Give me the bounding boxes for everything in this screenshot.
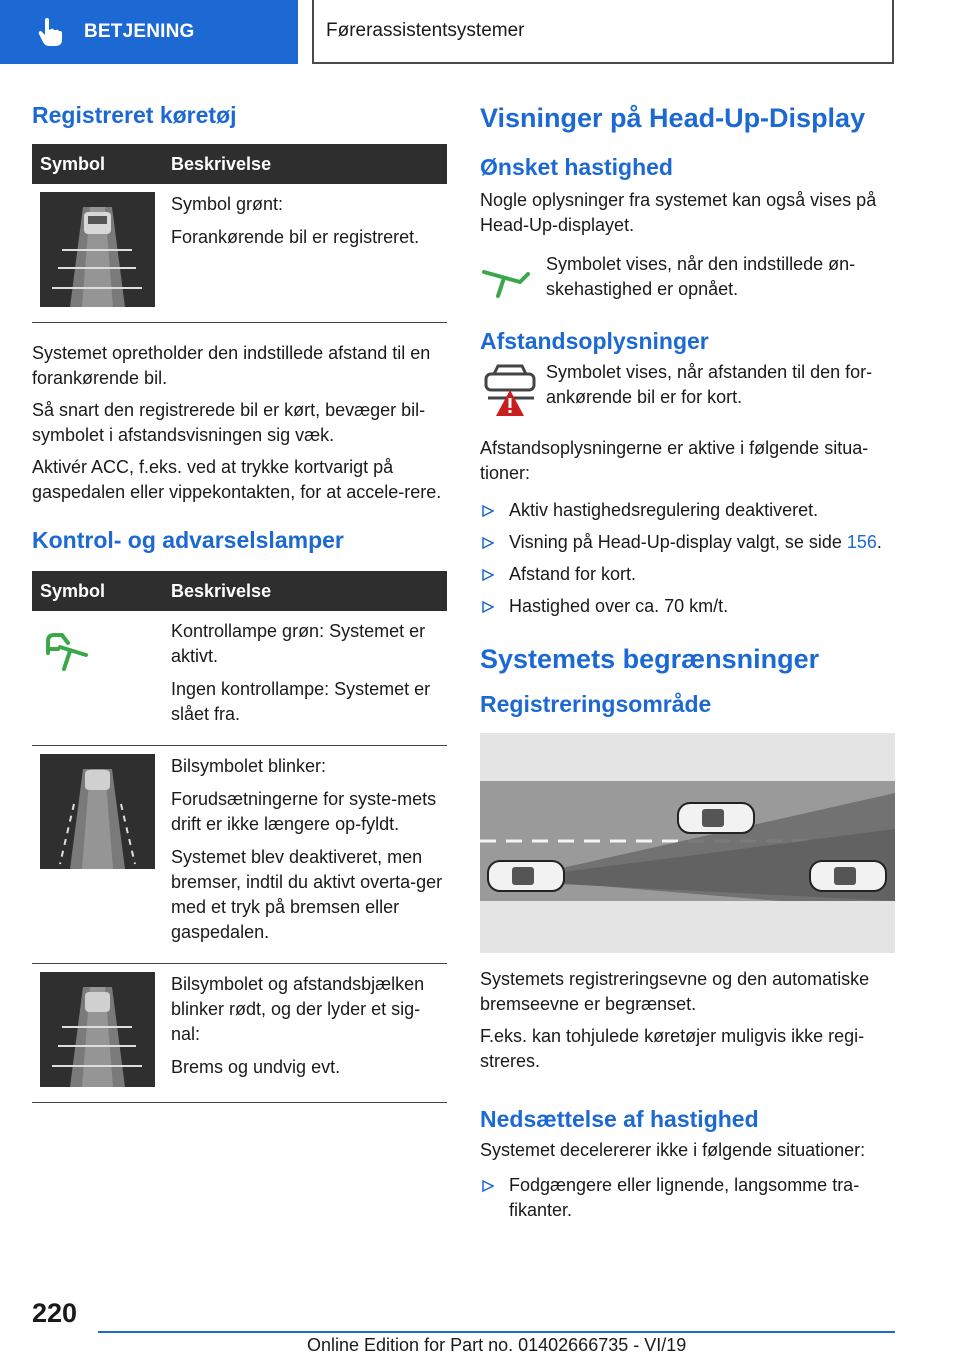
symbol-cell [32,964,163,1103]
chapter-title: Førerassistentsystemer [312,0,894,64]
description-cell [163,964,447,1103]
edition-note: Online Edition for Part no. 01402666735 - VI/19 [307,1335,687,1355]
list-item-text: Afstand for kort. [509,564,637,584]
lamps-table [32,571,447,1103]
paragraph: Nogle oplysninger fra systemet kan også vises på Head-Up-displayet. [480,190,877,235]
table-header-row [32,144,447,184]
heading-desired-speed: Ønsket hastighed [480,154,673,180]
description-cell [163,184,447,323]
desc-line: Bilsymbolet blinker: [171,756,327,776]
desc-line: Symbol grønt: [171,194,284,214]
hand-pointer-icon [36,17,64,47]
right-column [480,100,895,1230]
list-item: Visning på Head-Up-display valgt, se side 156. [480,530,895,555]
paragraph: Systemet opretholder den indstillede afstand til en forankørende bil. [32,343,431,388]
triangle-bullet-icon [482,505,494,517]
paragraph: Aktivér ACC, f.eks. ved at trykke kortvarigt på gaspedalen eller vippekontakten, for at accele‐rere. [32,457,442,502]
speed-icon-row [480,252,895,302]
desc-line: Kontrollampe grøn: Systemet er aktivt. [171,621,426,666]
list-item-text: Fodgængere eller lignende, langsomme tra‐fikanter. [509,1175,860,1220]
paragraph: F.eks. kan tohjulede køretøjer muligvis ikke regi‐streres. [480,1026,865,1071]
list-item [480,562,895,587]
col-description: Beskrivelse [163,571,447,611]
section-label: BETJENING [84,21,195,42]
triangle-bullet-icon [482,1180,494,1192]
paragraph: Systemets registreringsevne og den automatiske bremseevne er begrænset. [480,969,870,1014]
table-row [32,746,447,964]
speed-reached-icon [480,252,546,302]
col-description: Beskrivelse [163,144,447,184]
list-item-text: Visning på Head-Up-display valgt, se side [509,532,842,552]
section-tab[interactable] [0,0,298,64]
distance-conditions-list [480,498,895,619]
paragraph: Så snart den registrerede bil er kørt, bevæger bil‐symbolet i afstandsvisningen sig væk. [32,400,426,445]
heading-speed-reduction: Nedsættelse af hastighed [480,1106,759,1132]
heading-system-limits: Systemets begrænsninger [480,644,820,674]
list-item [480,594,895,619]
paragraph: Systemet decelererer ikke i følgende situationer: [480,1140,866,1160]
list-item-text: Aktiv hastighedsregulering deaktiveret. [509,500,819,520]
table-row [32,611,447,746]
description-cell [163,746,447,964]
triangle-bullet-icon [482,537,494,549]
paragraph: Afstandsoplysningerne er aktive i følgende situa‐tioner: [480,438,869,483]
icon-description: Symbolet vises, når den indstillede øn‐skehastighed er opnået. [546,254,856,299]
reduction-conditions-list [480,1173,895,1223]
registered-vehicle-table [32,144,447,323]
list-item [480,1173,895,1223]
vehicle-blink-image [40,754,155,869]
triangle-bullet-icon [482,569,494,581]
heading-distance-info: Afstandsoplysninger [480,328,709,354]
table-row [32,964,447,1103]
heading-registered-vehicle: Registreret køretøj [32,102,237,128]
distance-warning-image [40,972,155,1087]
desc-line: Ingen kontrollampe: Systemet er slået fra. [171,679,431,724]
vehicle-detected-image [40,192,155,307]
distance-warning-icon [480,360,546,420]
heading-hud: Visninger på Head-Up-Display [480,103,866,133]
description-cell [163,611,447,746]
symbol-cell [32,184,163,323]
symbol-cell [32,746,163,964]
page-number: 220 [32,1298,78,1328]
desc-line: Brems og undvig evt. [171,1057,341,1077]
heading-detection-range: Registreringsområde [480,691,712,717]
list-item-text: Hastighed over ca. 70 km/t. [509,596,729,616]
acc-green-icon [40,625,100,675]
desc-line: Systemet blev deaktiveret, men bremser, indtil du aktivt overta‐ger med et tryk på bremsen eller gaspedalen. [171,847,443,942]
footer-divider [98,1331,895,1333]
triangle-bullet-icon [482,601,494,613]
detection-range-illustration [480,733,895,953]
distance-icon-row [480,360,895,420]
left-column [32,100,447,1103]
col-symbol: Symbol [32,144,163,184]
icon-description: Symbolet vises, når afstanden til den for‐ankørende bil er for kort. [546,362,873,407]
page-link[interactable]: 156 [846,532,877,552]
desc-line: Bilsymbolet og afstandsbjælken blinker rødt, og der lyder et sig‐nal: [171,974,425,1044]
col-symbol: Symbol [32,571,163,611]
desc-line: Forankørende bil er registreret. [171,227,420,247]
table-header-row [32,571,447,611]
heading-warning-lamps: Kontrol- og advarselslamper [32,527,344,553]
list-item [480,498,895,523]
desc-line: Forudsætningerne for syste‐mets drift er ikke længere op‐fyldt. [171,789,437,834]
table-row [32,184,447,323]
symbol-cell [32,611,163,746]
